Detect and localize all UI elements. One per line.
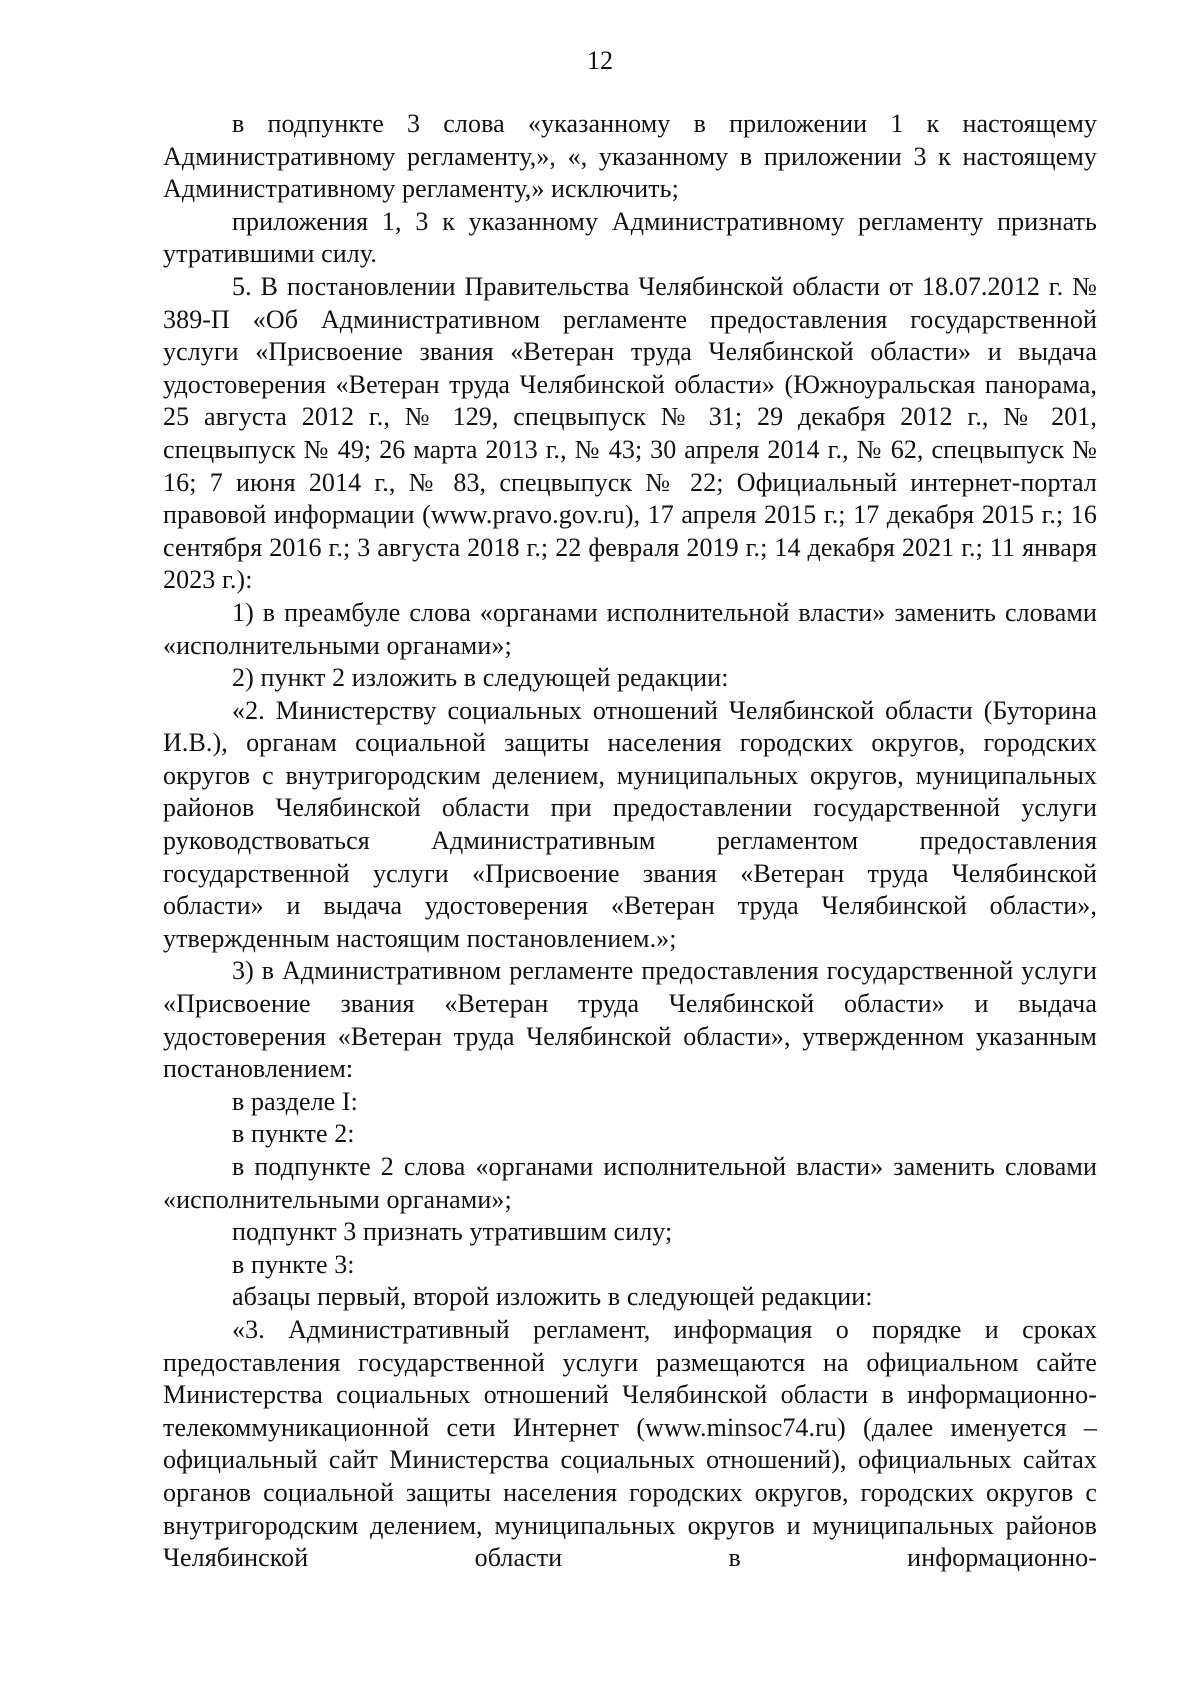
paragraph: «3. Административный регламент, информация о порядке и сроках предоставления государственной услуги размещаются на официальном сайте Министерства социальных отношений Челябинской области в информационно-телекоммуникационной сети Интернет (www.minsoc74.ru) (далее именуется – официальный сайт Министерства социальных отношений), официальных сайтах органов социальной защиты населения городских округов, городских округов с внутригородским делением, муниципальных округов и муниципальных районов Челябинской области в информационно- [163,1314,1097,1573]
paragraph: 5. В постановлении Правительства Челябинской области от 18.07.2012 г. № 389-П «Об Административном регламенте предоставления государственной услуги «Присвоение звания «Ветеран труда Челябинской области» и выдача удостоверения «Ветеран труда Челябинской области» (Южноуральская панорама, 25 августа 2012 г., № 129, спецвыпуск № 31; 29 декабря 2012 г., № 201, спецвыпуск № 49; 26 марта 2013 г., № 43; 30 апреля 2014 г., № 62, спецвыпуск № 16; 7 июня 2014 г., № 83, спецвыпуск № 22; Официальный интернет-портал правовой информации (www.pravo.gov.ru), 17 апреля 2015 г.; 17 декабря 2015 г.; 16 сентября 2016 г.; 3 августа 2018 г.; 22 февраля 2019 г.; 14 декабря 2021 г.; 11 января 2023 г.): [163,271,1097,595]
paragraph: абзацы первый, второй изложить в следующей редакции: [232,1282,873,1312]
paragraph: приложения 1, 3 к указанному Административному регламенту признать утратившими силу. [163,206,1097,269]
paragraph: в подпункте 3 слова «указанному в приложении 1 к настоящему Административному регламенту,», «, указанному в приложении 3 к настоящему Административному регламенту,» исключить; [163,109,1097,204]
document-body [163,108,1097,1575]
paragraph: в подпункте 2 слова «органами исполнительной власти» заменить словами «исполнительными органами»; [163,1152,1097,1214]
paragraph: 2) пункт 2 изложить в следующей редакции: [232,663,729,693]
paragraph: «2. Министерству социальных отношений Челябинской области (Буторина И.В.), органам социальной защиты населения городских округов, городских округов с внутригородским делением, муниципальных округов, муниципальных районов Челябинской области при предоставлении государственной услуги руководствоваться Административным регламентом предоставления государственной услуги «Присвоение звания «Ветеран труда Челябинской области» и выдача удостоверения «Ветеран труда Челябинской области», утвержденным настоящим постановлением.»; [163,695,1097,953]
paragraph: в пункте 3: [232,1249,355,1279]
page-number: 12 [587,46,613,75]
paragraph: в пункте 2: [232,1119,355,1149]
paragraph: в разделе I: [232,1086,358,1116]
paragraph: 1) в преамбуле слова «органами исполнительной власти» заменить словами «исполнительными органами»; [163,597,1097,660]
paragraph: подпункт 3 признать утратившим силу; [232,1217,673,1247]
paragraph: 3) в Административном регламенте предоставления государственной услуги «Присвоение звания «Ветеран труда Челябинской области» и выдача удостоверения «Ветеран труда Челябинской области», утвержденном указанным постановлением: [163,956,1097,1084]
